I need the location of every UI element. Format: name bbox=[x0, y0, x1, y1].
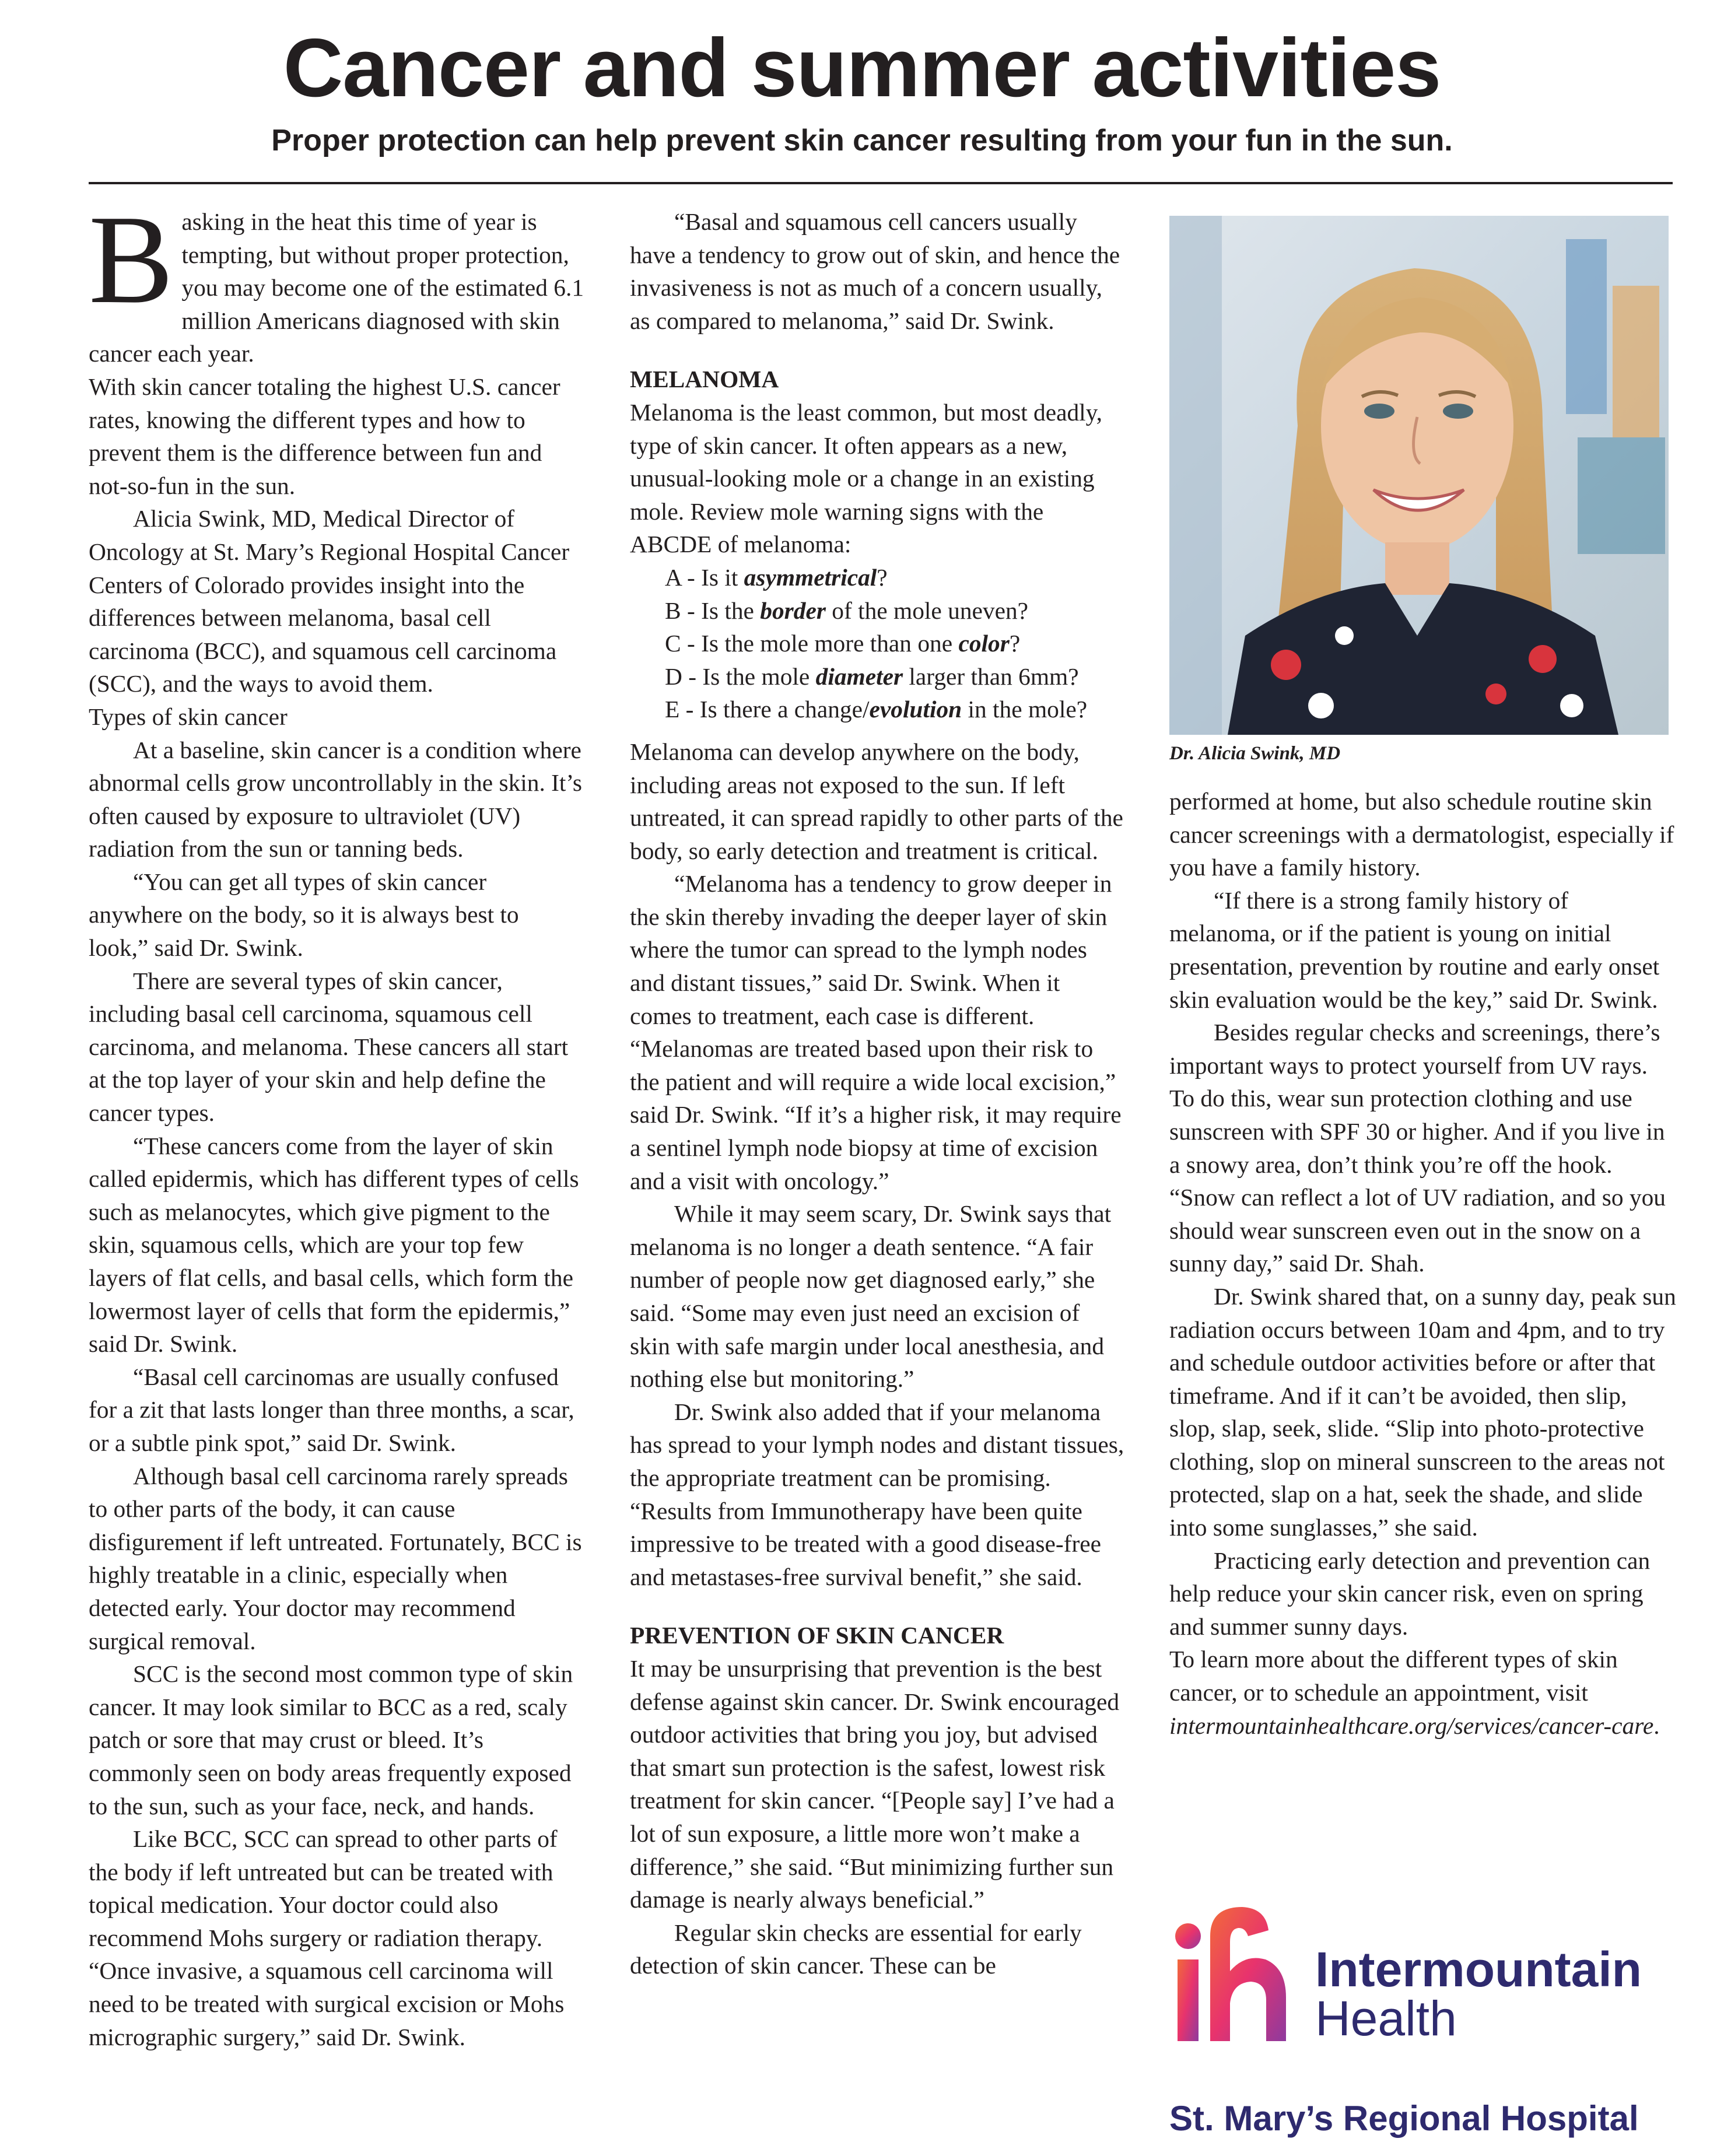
paragraph: “Basal and squamous cell cancers usually have a tendency to grow out of skin, and hence the invasiveness is not as much of a concern usually, as compared to melanoma,” said Dr. Swink. bbox=[630, 208, 1120, 334]
list-item: D - Is the mole diameter larger than 6mm? bbox=[665, 662, 1079, 690]
paragraph: Regular skin checks are essential for early detection of skin cancer. These can be bbox=[630, 1919, 1082, 1979]
article-column-3 bbox=[1169, 785, 1677, 1742]
paragraph: SCC is the second most common type of skin cancer. It may look similar to BCC as a red, scaly patch or sore that may crust or bleed. It’s commonly seen on body areas frequently exposed to the sun, such as your face, neck, and hands. bbox=[89, 1660, 573, 1820]
doctor-portrait-photo bbox=[1169, 216, 1669, 735]
paragraph: With skin cancer totaling the highest U.S. cancer rates, knowing the different types and how to prevent them is the difference between fun and not-so-fun in the sun. bbox=[89, 373, 560, 499]
list-item: C - Is the mole more than one color? bbox=[665, 630, 1021, 657]
section-heading-prevention: PREVENTION OF SKIN CANCER bbox=[630, 1622, 1004, 1649]
headline: Cancer and summer activities bbox=[283, 22, 1441, 114]
intro-paragraph: Basking in the heat this time of year is tempting, but without proper protection, you may become one of the estimated 6.1 million Americans diagnosed with skin cancer each year. bbox=[89, 190, 584, 367]
paragraph: At a baseline, skin cancer is a condition where abnormal cells grow uncontrollably in the skin. It’s often caused by exposure to ultraviolet (UV) radiation from the sun or tanning beds. bbox=[89, 736, 583, 863]
photo-caption: Dr. Alicia Swink, MD bbox=[1169, 743, 1341, 764]
paragraph: Melanoma can develop anywhere on the body, including areas not exposed to the sun. If left untreated, it can spread rapidly to other parts of the body, so early detection and treatment is critical. bbox=[630, 738, 1123, 864]
abcde-list bbox=[630, 561, 1126, 726]
subhead: Proper protection can help prevent skin cancer resulting from your fun in the sun. bbox=[271, 124, 1453, 157]
paragraph: It may be unsurprising that prevention is the best defense against skin cancer. Dr. Swink encouraged outdoor activities that bring you joy, but advised that smart sun protection is the safest, lowest risk treatment for skin cancer. “[People say] I’ve had a lot of sun exposure, a little more won’t make a difference,” she said. “But minimizing further sun damage is nearly always beneficial.” bbox=[630, 1654, 1120, 1913]
paragraph: “These cancers come from the layer of skin called epidermis, which has different types of cells such as melanocytes, which give pigment to the skin, squamous cells, which are your top few layers of flat cells, and basal cells, which form the lowermost layer of cells that form the epidermis,” said Dr. Swink. bbox=[89, 1132, 579, 1358]
paragraph: Melanoma is the least common, but most deadly, type of skin cancer. It often appears as a new, unusual-looking mole or a change in an existing mole. Review mole warning signs with the ABCDE of melanoma: bbox=[630, 398, 1103, 558]
paragraph: “Basal cell carcinomas are usually confused for a zit that lasts longer than three months, a scar, or a subtle pink spot,” said Dr. Swink. bbox=[89, 1363, 574, 1456]
paragraph: Dr. Swink shared that, on a sunny day, peak sun radiation occurs between 10am and 4pm, and to try and schedule outdoor activities before or after that timeframe. And if it can’t be avoided, then slip, slop, slap, seek, slide. “Slip into photo-protective clothing, slop on mineral sunscreen to the areas not protected, slap on a hat, seek the shade, and slide into some sunglasses,” she said. bbox=[1169, 1282, 1676, 1541]
drop-cap: B bbox=[89, 190, 174, 330]
section-label: Types of skin cancer bbox=[89, 703, 288, 730]
paragraph: Alicia Swink, MD, Medical Director of Oncology at St. Mary’s Regional Hospital Cancer Centers of Colorado provides insight into the differences between melanoma, basal cell carcinoma (BCC), and squamous cell carcinoma (SCC), and the ways to avoid them. bbox=[89, 505, 570, 697]
website-link[interactable]: intermountainhealthcare.org/services/cancer-care bbox=[1169, 1712, 1654, 1739]
article-column-2 bbox=[630, 205, 1126, 1982]
paragraph: While it may seem scary, Dr. Swink says that melanoma is no longer a death sentence. “A fair number of people now get diagnosed early,” she said. “Some may even just need an excision of skin with safe margin under local anesthesia, and nothing else but monitoring.” bbox=[630, 1200, 1112, 1393]
paragraph: There are several types of skin cancer, including basal cell carcinoma, squamous cell carcinoma, and melanoma. These cancers all start at the top layer of your skin and help define the cancer types. bbox=[89, 967, 569, 1127]
list-item: A - Is it asymmetrical? bbox=[665, 563, 888, 591]
paragraph: “If there is a strong family history of melanoma, or if the patient is young on initial presentation, prevention by routine and early onset skin evaluation would be the key,” said Dr. Swink. bbox=[1169, 886, 1660, 1013]
list-item: B - Is the border of the mole uneven? bbox=[665, 597, 1029, 624]
paragraph: Like BCC, SCC can spread to other parts of the body if left untreated but can be treated with topical medication. Your doctor could also recommend Mohs surgery or radiation therapy. “Once invasive, a squamous cell carcinoma will need to be treated with surgical excision or Mohs micrographic surgery,” said Dr. Swink. bbox=[89, 1825, 565, 2050]
paragraph: “You can get all types of skin cancer anywhere on the body, so it is always best to look,” said Dr. Swink. bbox=[89, 868, 519, 962]
paragraph: Practicing early detection and prevention can help reduce your skin cancer risk, even on spring and summer sunny days. bbox=[1169, 1547, 1651, 1640]
header-rule bbox=[89, 182, 1673, 184]
section-heading-melanoma: MELANOMA bbox=[630, 366, 779, 393]
intermountain-logo-icon bbox=[1169, 1895, 1292, 2053]
paragraph: Although basal cell carcinoma rarely spreads to other parts of the body, it can cause disfigurement if left untreated. Fortunately, BCC is highly treatable in a clinic, especially when detected early. Your doctor may recommend surgical removal. bbox=[89, 1462, 582, 1654]
paragraph: “Melanoma has a tendency to grow deeper in the skin thereby invading the deeper layer of skin where the tumor can spread to the lymph nodes and distant tissues,” said Dr. Swink. When it comes to treatment, each case is different. “Melanomas are treated based upon their risk to the patient and will require a wide local excision,” said Dr. Swink. “If it’s a higher risk, it may require a sentinel lymph node biopsy at time of excision and a visit with oncology.” bbox=[630, 870, 1122, 1194]
list-item: E - Is there a change/evolution in the mole? bbox=[665, 696, 1088, 723]
paragraph: To learn more about the different types of skin cancer, or to schedule an appointment, visit intermountainhealthcare.org/services/cancer-care. bbox=[1169, 1646, 1660, 1739]
intermountain-logo-wordmark: Intermountain Health bbox=[1315, 1942, 1642, 2046]
paragraph: Dr. Swink also added that if your melanoma has spread to your lymph nodes and distant tissues, the appropriate treatment can be promising. “Results from Immunotherapy have been quite impressive to be treated with a good disease-free and metastases-free survival benefit,” she said. bbox=[630, 1398, 1124, 1590]
paragraph: performed at home, but also schedule routine skin cancer screenings with a dermatologist, especially if you have a family history. bbox=[1169, 788, 1674, 881]
paragraph: Besides regular checks and screenings, there’s important ways to protect yourself from UV rays. To do this, wear sun protection clothing and use sunscreen with SPF 30 or higher. And if you live in a snowy area, don’t think you’re off the hook. “Snow can reflect a lot of UV radiation, and so you should wear sunscreen even out in the snow on a sunny day,” said Dr. Shah. bbox=[1169, 1019, 1666, 1277]
hospital-name: St. Mary’s Regional Hospital bbox=[1169, 2099, 1639, 2138]
article-column-1 bbox=[89, 190, 584, 2053]
